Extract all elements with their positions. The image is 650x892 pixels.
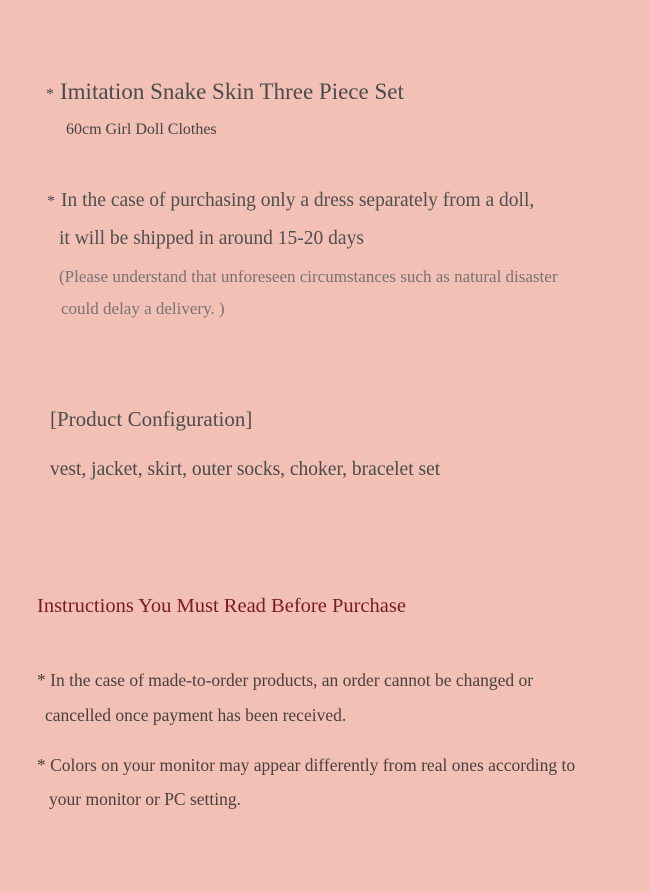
shipping-line-2: it will be shipped in around 15-20 days	[59, 228, 364, 249]
instruction-1-line-1: * In the case of made-to-order products, an order cannot be changed or	[37, 670, 534, 690]
product-title: Imitation Snake Skin Three Piece Set	[60, 79, 404, 104]
product-configuration-items: vest, jacket, skirt, outer socks, choker, bracelet set	[50, 459, 441, 480]
shipping-note-line-1: (Please understand that unforeseen circumstances such as natural disaster	[59, 267, 558, 286]
instruction-2-line-1: * Colors on your monitor may appear differently from real ones according to	[37, 755, 576, 775]
product-subtitle: 60cm Girl Doll Clothes	[66, 121, 217, 138]
bullet-asterisk: *	[47, 193, 55, 210]
instructions-heading: Instructions You Must Read Before Purchase	[37, 595, 406, 617]
bullet-asterisk: *	[46, 86, 54, 103]
shipping-note-line-2: could delay a delivery. )	[61, 299, 225, 318]
shipping-text-1: In the case of purchasing only a dress separately from a doll,	[61, 190, 535, 211]
product-title-line	[46, 79, 404, 105]
shipping-line-1	[47, 190, 534, 212]
instruction-2-line-2: your monitor or PC setting.	[49, 789, 242, 809]
product-configuration-heading: [Product Configuration]	[50, 407, 253, 431]
instruction-1-line-2: cancelled once payment has been received.	[45, 705, 347, 725]
